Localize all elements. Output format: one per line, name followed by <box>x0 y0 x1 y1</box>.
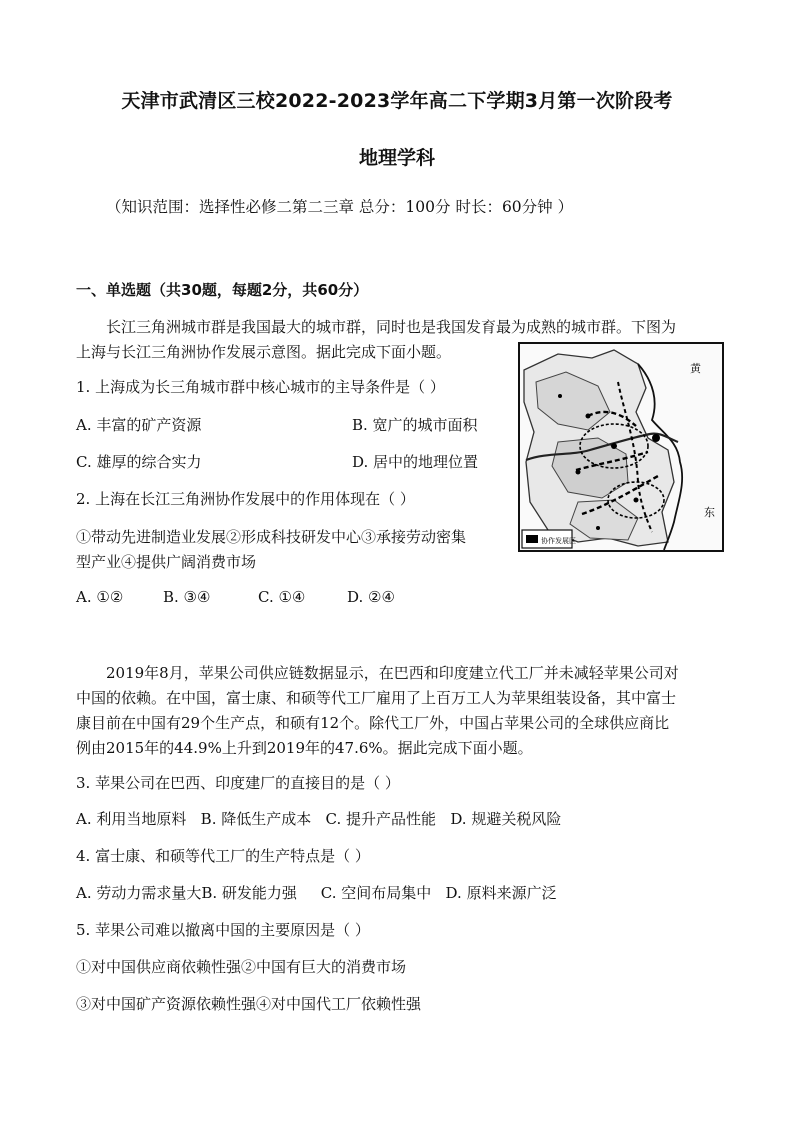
question-3-stem: 3. 苹果公司在巴西、印度建厂的直接目的是（ ） <box>76 774 400 792</box>
yangtze-delta-map <box>518 342 724 552</box>
question-4-options: A. 劳动力需求量大B. 研发能力强 C. 空间布局集中 D. 原料来源广泛 <box>76 884 557 902</box>
question-5-items-line-2: ③对中国矿产资源依赖性强④对中国代工厂依赖性强 <box>76 995 422 1013</box>
map-graphic <box>518 342 724 552</box>
intro-line-2: 上海与长江三角洲协作发展示意图。据此完成下面小题。 <box>76 343 452 361</box>
map-label-yellow-sea: 黄 <box>690 362 701 375</box>
subject-title: 地理学科 <box>358 147 435 169</box>
section-heading: 一、单选题（共30题，每题2分，共60分） <box>76 281 369 299</box>
question-2-items-line-2: 型产业④提供广阔消费市场 <box>76 553 257 571</box>
question-5-items-line-1: ①对中国供应商依赖性强②中国有巨大的消费市场 <box>76 958 407 976</box>
passage-2-line-1: 2019年8月，苹果公司供应链数据显示，在巴西和印度建立代工厂并未减轻苹果公司对 <box>106 664 679 682</box>
exam-title: 天津市武清区三校2022-2023学年高二下学期3月第一次阶段考 <box>121 90 673 112</box>
passage-2-line-3: 康目前在中国有29个生产点，和硕有12个。除代工厂外，中国占苹果公司的全球供应商比 <box>76 714 670 732</box>
question-5-stem: 5. 苹果公司难以撤离中国的主要原因是（ ） <box>76 921 370 939</box>
question-2-items-line-1: ①带动先进制造业发展②形成科技研发中心③承接劳动密集 <box>76 528 467 546</box>
question-2-option-d: D. ②④ <box>347 588 395 606</box>
intro-line-1: 长江三角洲城市群是我国最大的城市群，同时也是我国发育最为成熟的城市群。下图为 <box>106 318 677 336</box>
question-1-option-b: B. 宽广的城市面积 <box>352 416 478 434</box>
question-1-stem: 1. 上海成为长三角城市群中核心城市的主导条件是（ ） <box>76 378 445 396</box>
question-4-stem: 4. 富士康、和硕等代工厂的生产特点是（ ） <box>76 847 370 865</box>
question-2-stem: 2. 上海在长江三角洲协作发展中的作用体现在（ ） <box>76 490 415 508</box>
question-2-option-b: B. ③④ <box>163 588 211 606</box>
question-2-option-c: C. ①④ <box>258 588 306 606</box>
map-label-east-sea: 东 <box>704 506 715 519</box>
question-2-option-a: A. ①② <box>76 588 124 606</box>
passage-2-line-4: 例由2015年的44.9%上升到2019年的47.6%。据此完成下面小题。 <box>76 739 533 757</box>
passage-2-line-2: 中国的依赖。在中国，富士康、和硕等代工厂雇用了上百万工人为苹果组装设备，其中富士 <box>76 689 677 707</box>
question-1-option-a: A. 丰富的矿产资源 <box>76 416 202 434</box>
question-1-option-c: C. 雄厚的综合实力 <box>76 453 202 471</box>
question-1-option-d: D. 居中的地理位置 <box>352 453 479 471</box>
map-legend-label: 协作发展区 <box>541 537 576 545</box>
exam-scope: （知识范围：选择性必修二第二三章 总分：100分 时长：60分钟 ） <box>106 198 574 216</box>
question-3-options: A. 利用当地原料 B. 降低生产成本 C. 提升产品性能 D. 规避关税风险 <box>76 810 562 828</box>
